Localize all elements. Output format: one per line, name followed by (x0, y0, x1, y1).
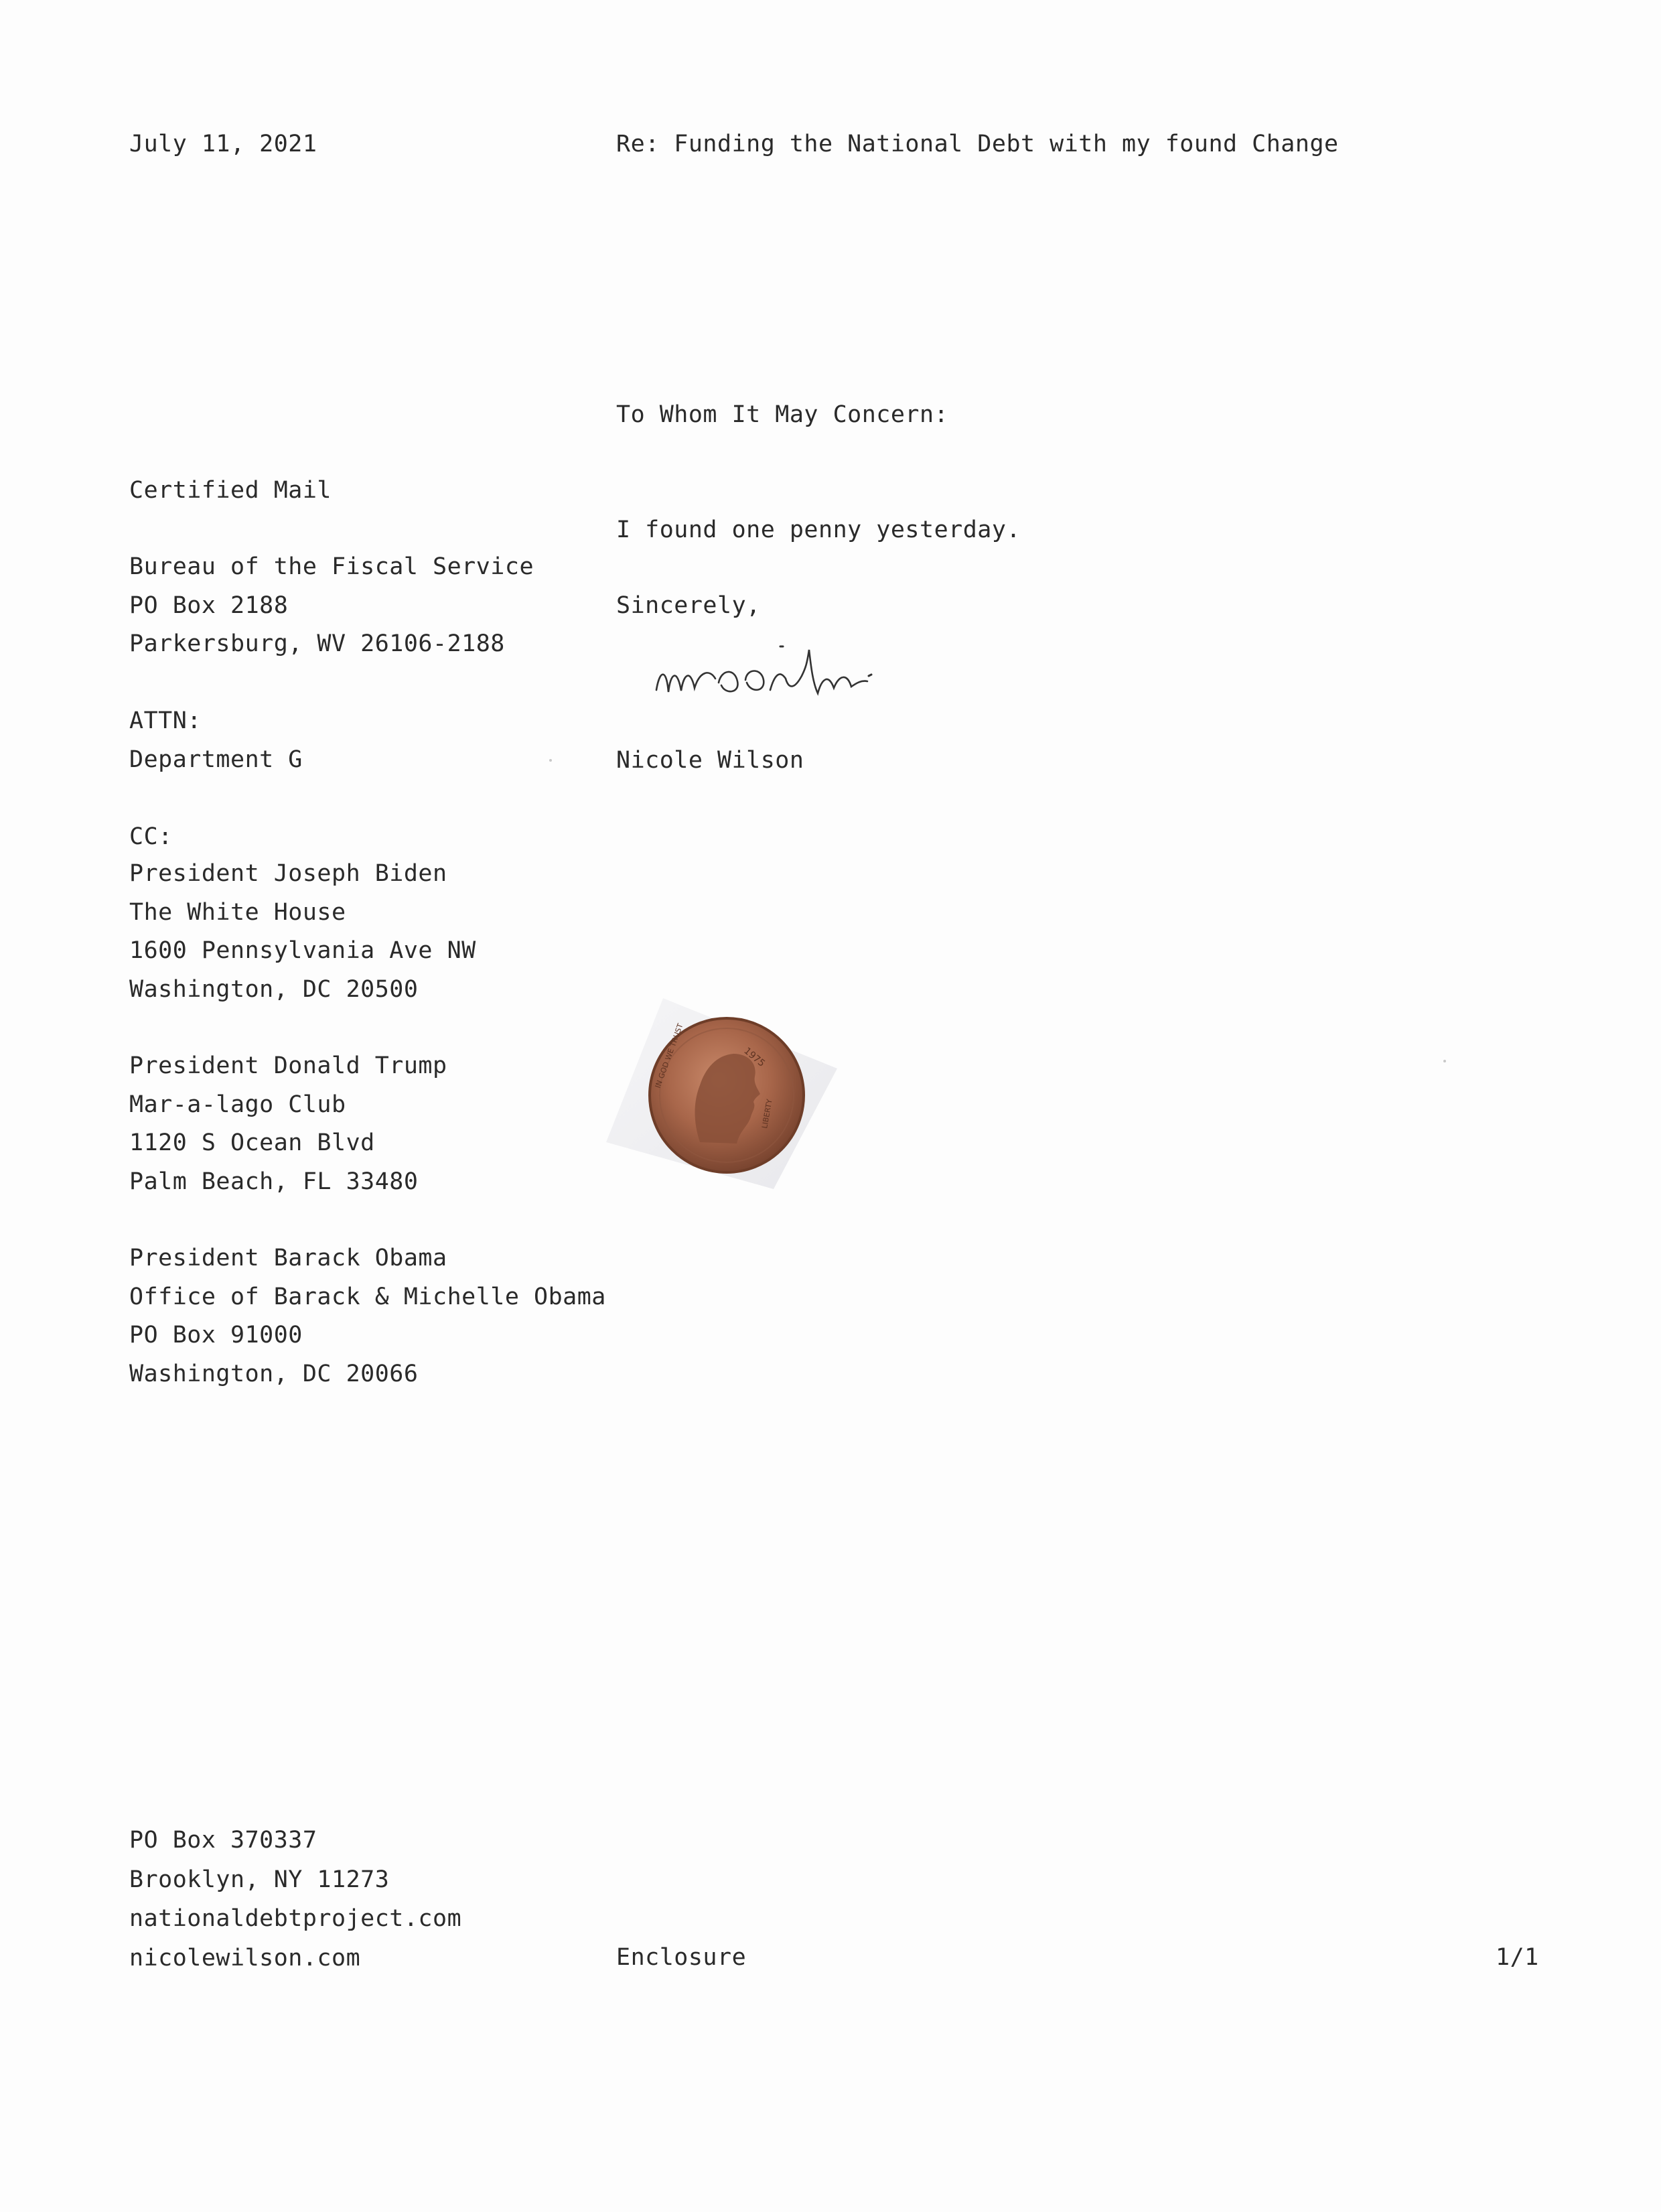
address-line: Office of Barack & Michelle Obama (129, 1283, 606, 1310)
coin-inscription: LIBERTY (760, 1098, 774, 1129)
salutation: To Whom It May Concern: (616, 401, 949, 428)
address-line: PO Box 91000 (129, 1322, 303, 1349)
address-line: President Barack Obama (129, 1245, 447, 1271)
address-line: Washington, DC 20066 (129, 1360, 419, 1387)
cc-recipient-obama (129, 1239, 606, 1393)
website-link[interactable]: nicolewilson.com (129, 1944, 361, 1972)
address-line: Palm Beach, FL 33480 (129, 1168, 419, 1195)
address-line: Mar-a-lago Club (129, 1091, 346, 1118)
sender-address (129, 1821, 461, 1978)
penny-enclosure (599, 988, 841, 1189)
attn-label: ATTN: (129, 707, 202, 734)
address-line: PO Box 2188 (129, 592, 289, 619)
address-line: Parkersburg, WV 26106-2188 (129, 630, 505, 657)
address-line: PO Box 370337 (129, 1827, 317, 1854)
address-line: The White House (129, 898, 346, 926)
paper-speck (1443, 1060, 1446, 1062)
closing: Sincerely, (616, 592, 761, 619)
mailing-method: Certified Mail (129, 477, 332, 504)
website-link[interactable]: nationaldebtproject.com (129, 1905, 462, 1932)
signer-name: Nicole Wilson (616, 747, 804, 774)
recipient-address (129, 548, 534, 664)
page-number: 1/1 (1496, 1944, 1539, 1971)
letter-subject: Re: Funding the National Debt with my found Change (616, 131, 1339, 157)
address-line: 1120 S Ocean Blvd (129, 1129, 375, 1156)
address-line: Brooklyn, NY 11273 (129, 1866, 390, 1893)
cc-label: CC: (129, 823, 173, 850)
coin-motto: IN GOD WE TRUST (653, 1022, 685, 1090)
attn-department: Department G (129, 746, 303, 773)
letter-date: July 11, 2021 (129, 131, 317, 157)
address-line: Washington, DC 20500 (129, 975, 419, 1003)
address-line: Bureau of the Fiscal Service (129, 553, 534, 580)
address-line: President Joseph Biden (129, 860, 447, 887)
paper-speck (549, 759, 552, 762)
cc-recipient-biden (129, 855, 476, 1009)
letter-body: I found one penny yesterday. (616, 516, 1021, 543)
address-line: President Donald Trump (129, 1052, 447, 1079)
cc-recipient-trump (129, 1047, 447, 1201)
signature (646, 626, 954, 720)
attention-block (129, 702, 303, 779)
address-line: 1600 Pennsylvania Ave NW (129, 937, 476, 964)
enclosure-note: Enclosure (616, 1944, 747, 1971)
coin-year: 1975 (741, 1045, 768, 1069)
